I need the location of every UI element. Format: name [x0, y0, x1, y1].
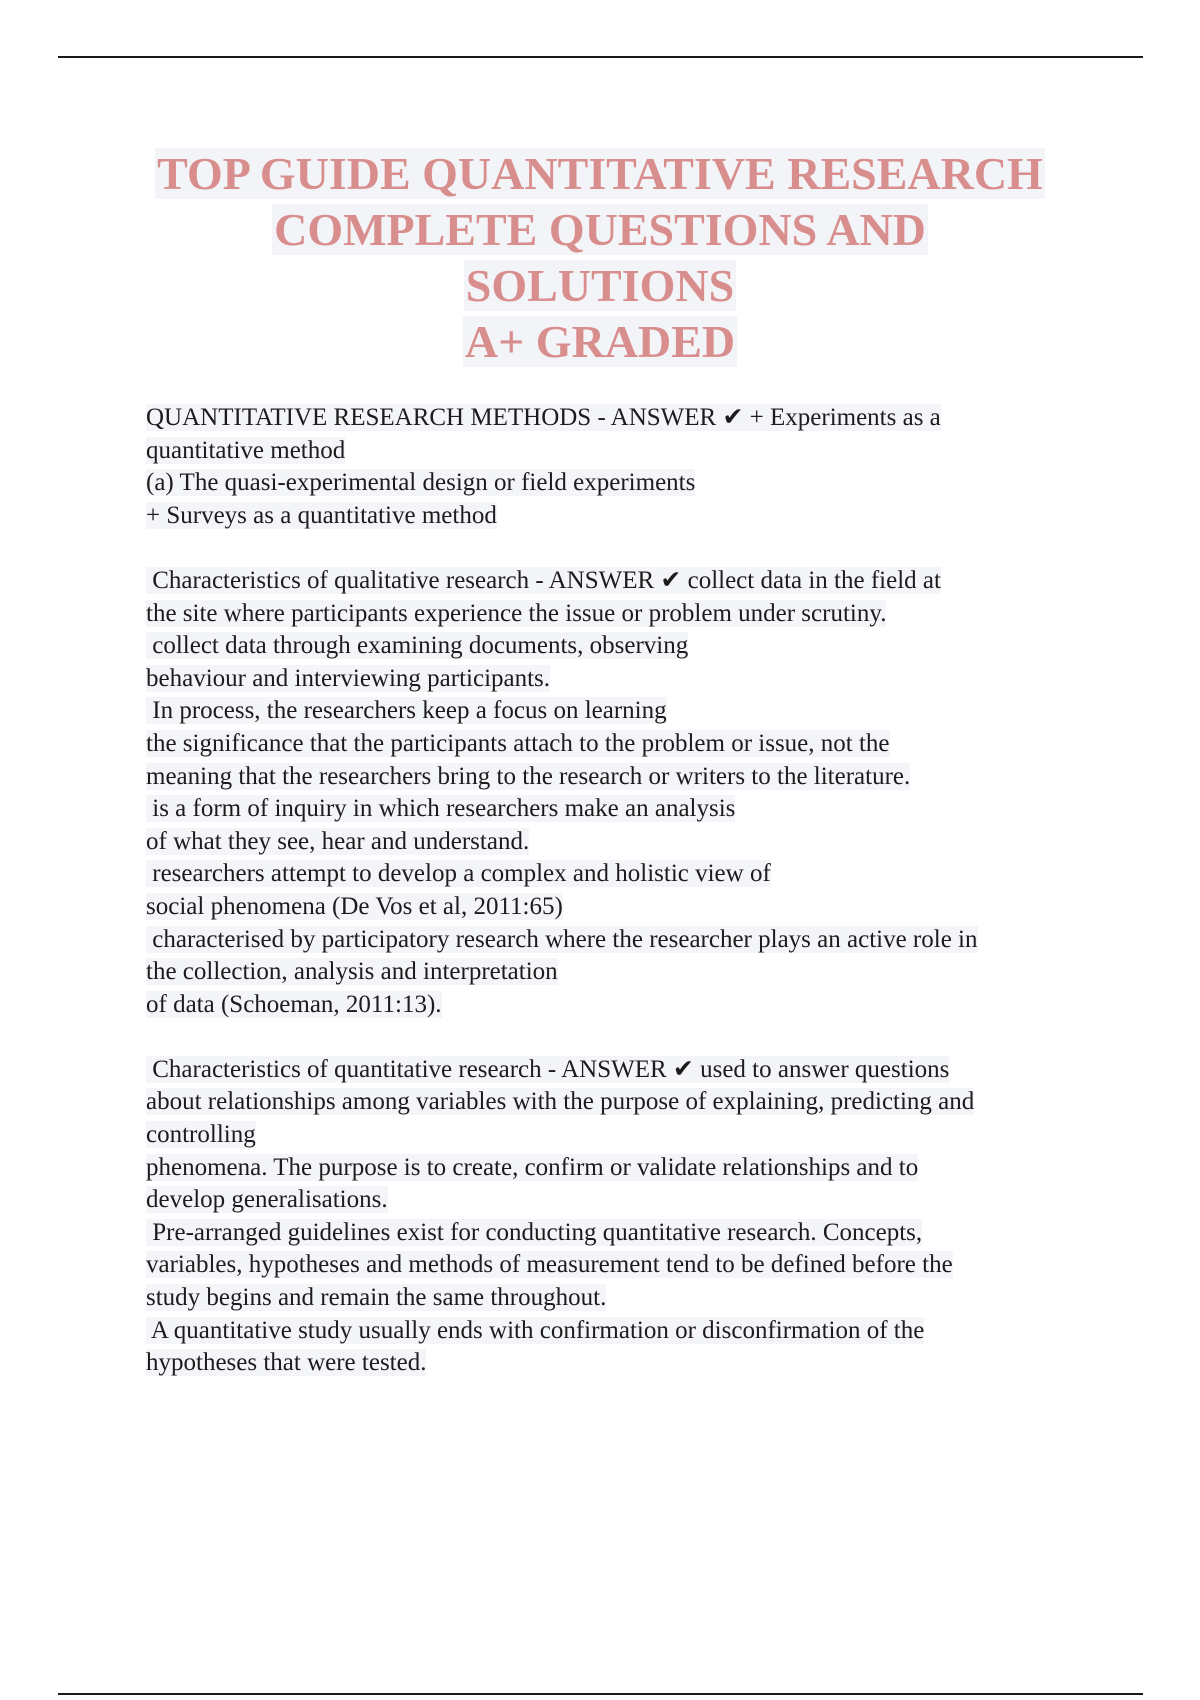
text-line: social phenomena (De Vos et al, 2011:65) — [146, 892, 563, 920]
text-line: meaning that the researchers bring to the research or writers to the literature. — [146, 762, 911, 790]
paragraph-gap — [146, 532, 1106, 565]
text-line: the site where participants experience the issue or problem under scrutiny. — [146, 599, 887, 627]
text-line: variables, hypotheses and methods of measurement tend to be defined before the — [146, 1251, 953, 1279]
title-line: COMPLETE QUESTIONS AND — [274, 204, 926, 255]
top-rule — [58, 56, 1143, 58]
qa-characteristics-qualitative-research — [146, 565, 1106, 1021]
text-line: characterised by participatory research where the researcher plays an active role in — [146, 925, 978, 953]
text-line: Pre-arranged guidelines exist for conducting quantitative research. Concepts, — [146, 1218, 923, 1246]
title-line: TOP GUIDE QUANTITATIVE RESEARCH — [157, 148, 1043, 199]
text-line: about relationships among variables with the purpose of explaining, predicting and — [146, 1088, 975, 1116]
text-line: develop generalisations. — [146, 1186, 388, 1214]
qa-characteristics-quantitative-research — [146, 1054, 1106, 1380]
text-line: (a) The quasi-experimental design or field experiments — [146, 469, 696, 497]
text-line: + Surveys as a quantitative method — [146, 501, 497, 529]
bottom-rule — [58, 1693, 1143, 1695]
text-line: of what they see, hear and understand. — [146, 827, 530, 855]
qa-quantitative-research-methods — [146, 402, 1106, 532]
document-body — [146, 402, 1106, 1380]
title-line: SOLUTIONS — [465, 260, 735, 311]
paragraph-gap — [146, 1021, 1106, 1054]
text-line: behaviour and interviewing participants. — [146, 664, 551, 692]
text-line: of data (Schoeman, 2011:13). — [146, 990, 442, 1018]
text-line: phenomena. The purpose is to create, confirm or validate relationships and to — [146, 1153, 919, 1181]
text-line: the significance that the participants attach to the problem or issue, not the — [146, 729, 890, 757]
text-line: controlling — [146, 1121, 256, 1149]
text-line: researchers attempt to develop a complex and holistic view of — [146, 860, 771, 888]
title-line: A+ GRADED — [464, 316, 736, 367]
text-line: is a form of inquiry in which researchers make an analysis — [146, 795, 736, 823]
text-line: Characteristics of qualitative research - ANSWER ✔ collect data in the field at — [146, 566, 941, 594]
text-line: QUANTITATIVE RESEARCH METHODS - ANSWER ✔ + Experiments as a — [146, 404, 941, 431]
text-line: Characteristics of quantitative research - ANSWER ✔ used to answer questions — [146, 1055, 950, 1083]
text-line: In process, the researchers keep a focus on learning — [146, 697, 667, 725]
text-line: hypotheses that were tested. — [146, 1349, 427, 1377]
text-line: collect data through examining documents, observing — [146, 632, 689, 660]
text-line: quantitative method — [146, 436, 346, 464]
text-line: the collection, analysis and interpretation — [146, 958, 558, 986]
text-line: study begins and remain the same throughout. — [146, 1284, 607, 1312]
text-line: A quantitative study usually ends with confirmation or disconfirmation of the — [146, 1316, 925, 1344]
document-title — [100, 146, 1100, 370]
